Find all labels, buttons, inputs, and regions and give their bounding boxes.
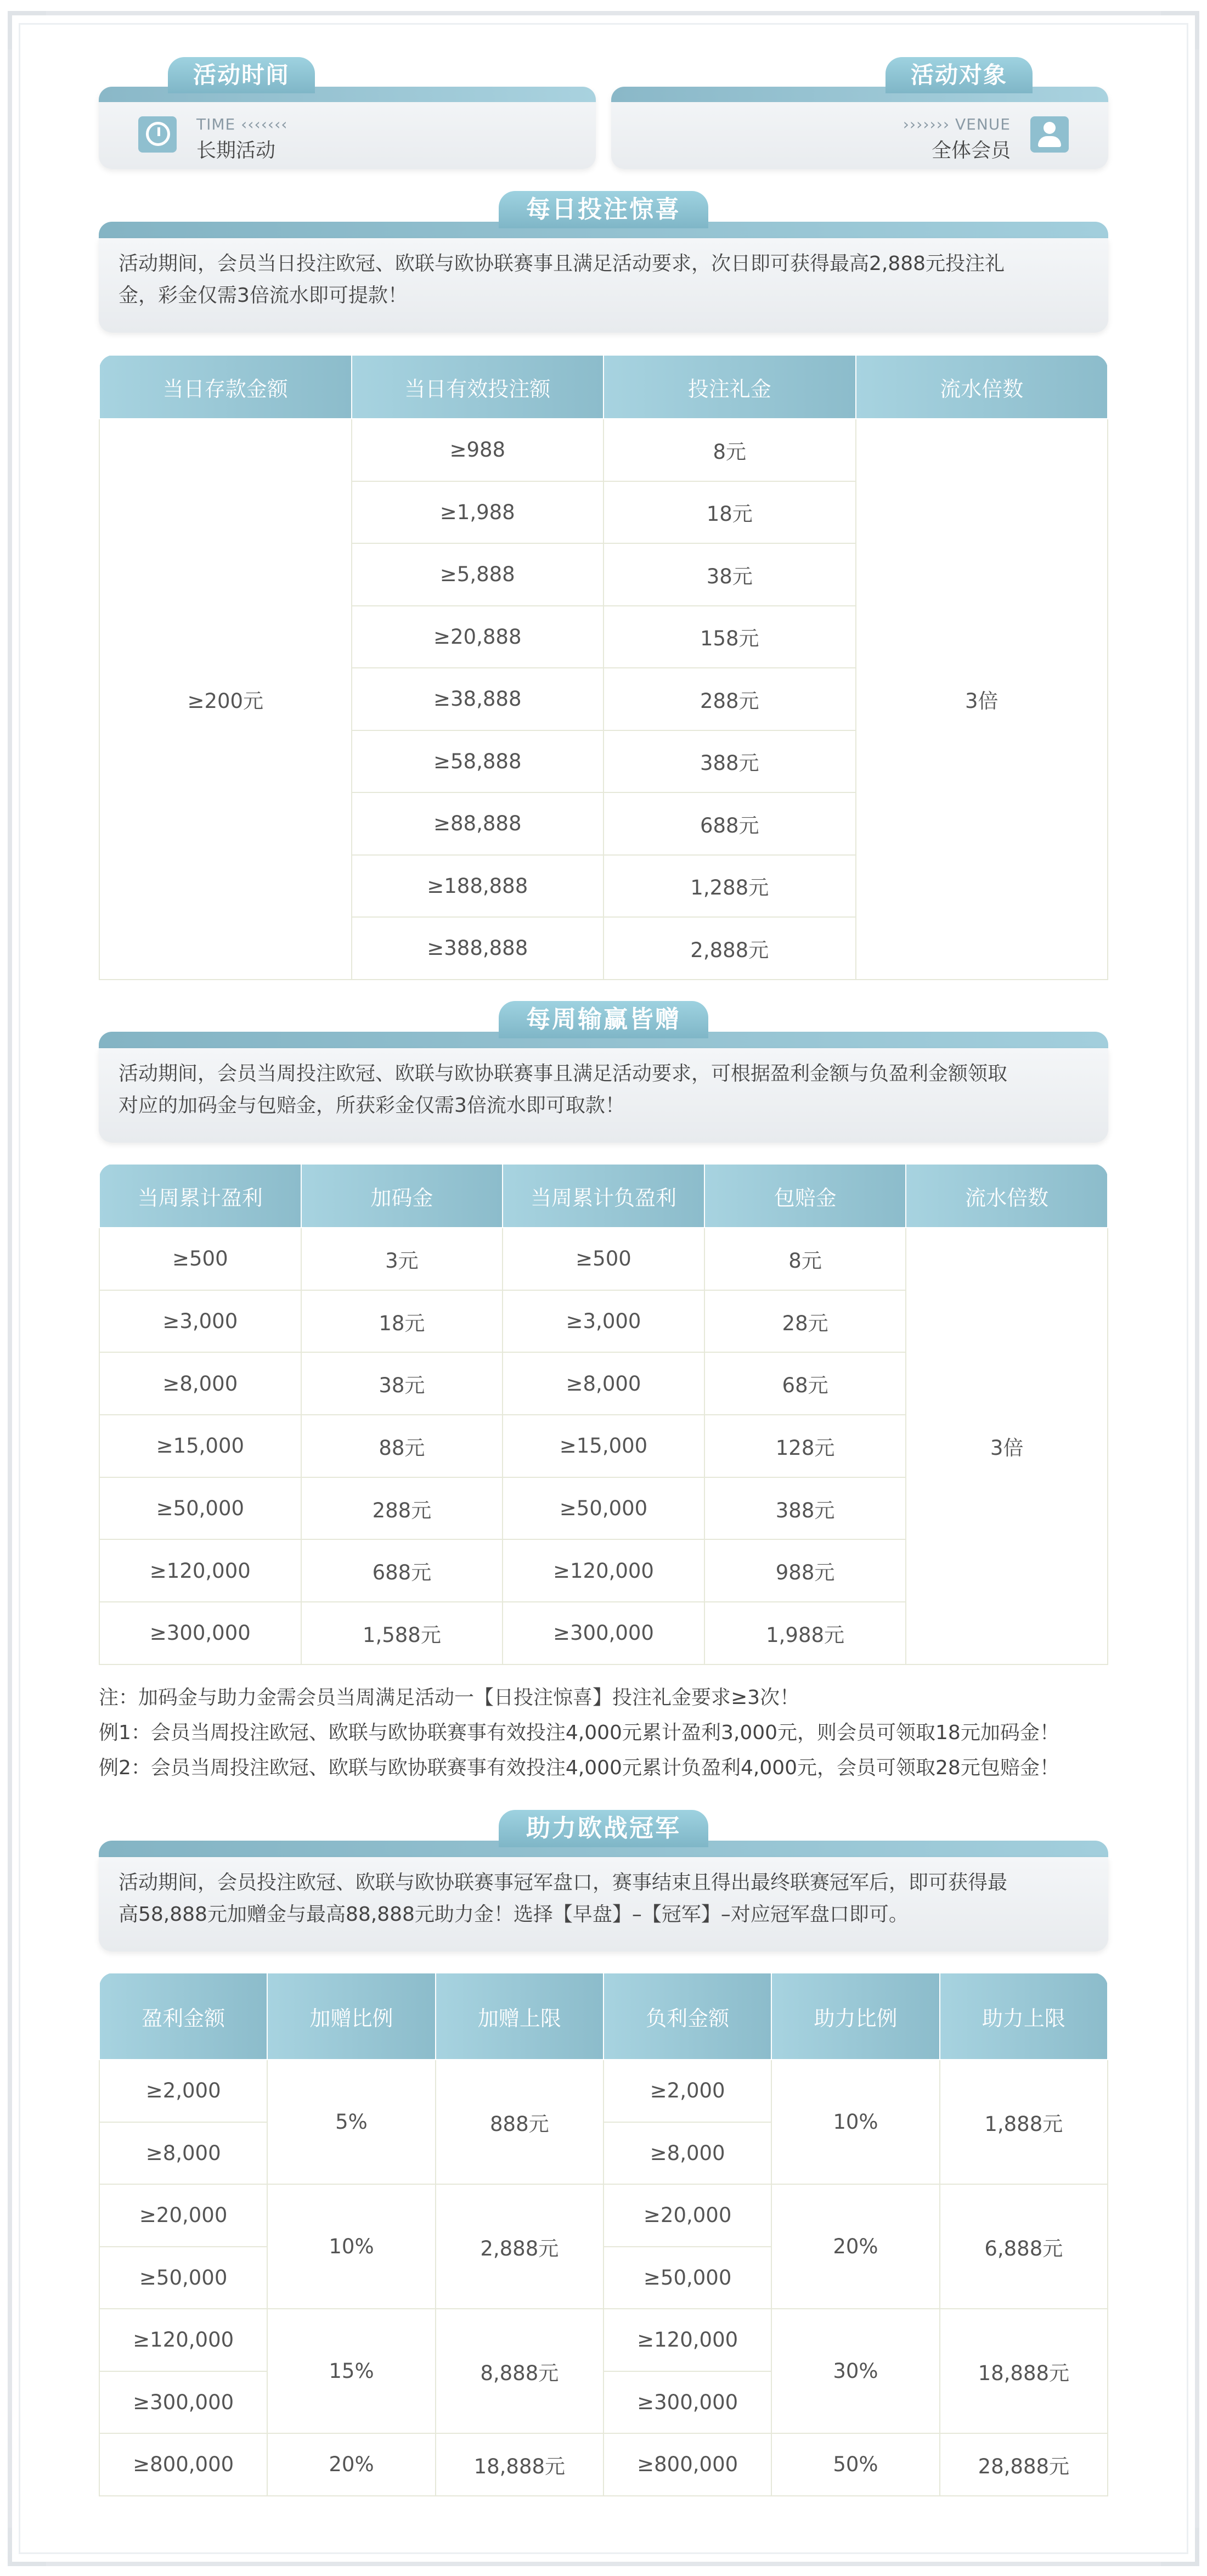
loss-cell: ≥800,000: [604, 2433, 771, 2496]
bonus-cell: 38元: [604, 543, 856, 606]
activity-time-card: [99, 87, 596, 169]
assist-ratio-cell: 30%: [771, 2309, 939, 2433]
table-header: 盈利金额: [99, 1973, 267, 2060]
table-cell: ≥3,000: [99, 1290, 301, 1353]
profit-cell: ≥2,000: [99, 2060, 267, 2122]
activity-target-card: [611, 87, 1108, 169]
note-line: 例1：会员当周投注欧冠、欧联与欧协联赛事有效投注4,000元累计盈利3,000元，则会员可领取18元加码金！: [99, 1722, 1059, 1744]
bet-amount-cell: ≥1,988: [352, 481, 604, 544]
table-row: [99, 2309, 1108, 2371]
clock-icon: [138, 116, 177, 153]
activity-time-title: 活动时间: [168, 57, 315, 93]
table-cell: 88元: [301, 1415, 503, 1477]
table-cell: 8元: [704, 1228, 906, 1290]
bonus-ratio-cell: 10%: [267, 2184, 435, 2309]
bonus-cap-cell: 888元: [436, 2060, 604, 2184]
bonus-ratio-cell: 20%: [267, 2433, 435, 2496]
section-desc-champion: 活动期间，会员投注欧冠、欧联与欧协联赛事冠军盘口，赛事结束且得出最终联赛冠军后，即可获得最 高58,888元加赠金与最高88,888元助力金！选择【早盘】–【冠军】–对应冠军盘口即可。: [99, 1857, 1108, 1951]
loss-cell: ≥120,000: [604, 2309, 771, 2371]
loss-cell: ≥20,000: [604, 2184, 771, 2247]
table-header: 流水倍数: [856, 355, 1108, 419]
bonus-ratio-cell: 5%: [267, 2060, 435, 2184]
table-cell: ≥15,000: [503, 1415, 704, 1477]
notes: [99, 1680, 1130, 1786]
deposit-cell: ≥200元: [99, 419, 352, 980]
time-en-label: TIME ‹‹‹‹‹‹‹: [196, 115, 288, 133]
bonus-cell: 18元: [604, 481, 856, 544]
table-cell: 28元: [704, 1290, 906, 1353]
table-header: 当日存款金额: [99, 355, 352, 419]
bonus-cell: 2,888元: [604, 917, 856, 980]
section-title-champion: 助力欧战冠军: [499, 1810, 708, 1847]
table-cell: ≥120,000: [503, 1539, 704, 1602]
profit-cell: ≥20,000: [99, 2184, 267, 2247]
table-header: 助力比例: [771, 1973, 939, 2060]
profit-cell: ≥300,000: [99, 2371, 267, 2434]
bonus-ratio-cell: 15%: [267, 2309, 435, 2433]
assist-cap-cell: 18,888元: [940, 2309, 1108, 2433]
table-header: 加赠比例: [267, 1973, 435, 2060]
table-cell: 1,988元: [704, 1602, 906, 1664]
table-header: 当周累计负盈利: [503, 1164, 704, 1228]
target-en-label: ››››››› VENUE: [903, 115, 1011, 133]
table-cell: 988元: [704, 1539, 906, 1602]
table-header: 加码金: [301, 1164, 503, 1228]
time-value: 长期活动: [196, 139, 276, 162]
section-title-weekly: 每周输赢皆赠: [499, 1001, 708, 1038]
weekly-table: [99, 1163, 1108, 1665]
table-cell: ≥8,000: [503, 1352, 704, 1415]
bet-amount-cell: ≥20,888: [352, 606, 604, 668]
table-cell: ≥300,000: [99, 1602, 301, 1664]
table-header: 流水倍数: [906, 1164, 1108, 1228]
section-desc-daily: 活动期间，会员当日投注欧冠、欧联与欧协联赛事且满足活动要求，次日即可获得最高2,888元投注礼 金，彩金仅需3倍流水即可提款！: [99, 238, 1108, 333]
table-cell: ≥50,000: [99, 1477, 301, 1540]
target-value: 全体会员: [931, 139, 1011, 162]
table-cell: ≥300,000: [503, 1602, 704, 1664]
daily-table: [99, 355, 1108, 980]
user-icon: [1030, 116, 1069, 153]
table-header: 负利金额: [604, 1973, 771, 2060]
bonus-cap-cell: 8,888元: [436, 2309, 604, 2433]
bet-amount-cell: ≥388,888: [352, 917, 604, 980]
frame-corner: [8, 2528, 46, 2566]
table-cell: ≥15,000: [99, 1415, 301, 1477]
table-row: [99, 2184, 1108, 2247]
bet-amount-cell: ≥988: [352, 419, 604, 481]
table-cell: 68元: [704, 1352, 906, 1415]
table-cell: 1,588元: [301, 1602, 503, 1664]
table-header: 当周累计盈利: [99, 1164, 301, 1228]
card-bar: [611, 87, 1108, 102]
table-cell: ≥3,000: [503, 1290, 704, 1353]
table-cell: 388元: [704, 1477, 906, 1540]
assist-ratio-cell: 10%: [771, 2060, 939, 2184]
note-line: 例2：会员当周投注欧冠、欧联与欧协联赛事有效投注4,000元累计负盈利4,000元，会员可领取28元包赔金！: [99, 1757, 1059, 1779]
table-cell: ≥8,000: [99, 1352, 301, 1415]
table-cell: 18元: [301, 1290, 503, 1353]
bonus-cell: 288元: [604, 668, 856, 730]
profit-cell: ≥8,000: [99, 2122, 267, 2185]
table-header: 当日有效投注额: [352, 355, 604, 419]
assist-ratio-cell: 20%: [771, 2184, 939, 2309]
table-cell: 688元: [301, 1539, 503, 1602]
frame-corner: [8, 11, 46, 49]
table-header: 加赠上限: [436, 1973, 604, 2060]
activity-target-title: 活动对象: [885, 57, 1033, 93]
bonus-cap-cell: 18,888元: [436, 2433, 604, 2496]
champion-table: [99, 1972, 1108, 2496]
multiplier-cell: 3倍: [856, 419, 1108, 980]
bet-amount-cell: ≥38,888: [352, 668, 604, 730]
multiplier-cell: 3倍: [906, 1228, 1108, 1664]
table-row: [99, 2433, 1108, 2496]
loss-cell: ≥8,000: [604, 2122, 771, 2185]
bonus-cell: 388元: [604, 730, 856, 793]
bonus-cell: 158元: [604, 606, 856, 668]
table-cell: ≥500: [503, 1228, 704, 1290]
bet-amount-cell: ≥88,888: [352, 792, 604, 855]
bet-amount-cell: ≥5,888: [352, 543, 604, 606]
assist-cap-cell: 28,888元: [940, 2433, 1108, 2496]
table-row: [99, 1228, 1108, 1290]
bonus-cell: 1,288元: [604, 855, 856, 918]
table-cell: ≥500: [99, 1228, 301, 1290]
bet-amount-cell: ≥58,888: [352, 730, 604, 793]
loss-cell: ≥300,000: [604, 2371, 771, 2434]
bonus-cap-cell: 2,888元: [436, 2184, 604, 2309]
table-cell: 128元: [704, 1415, 906, 1477]
note-line: 注：加码金与助力金需会员当周满足活动一【日投注惊喜】投注礼金要求≥3次！: [99, 1686, 800, 1709]
table-header: 包赔金: [704, 1164, 906, 1228]
section-desc-weekly: 活动期间，会员当周投注欧冠、欧联与欧协联赛事且满足活动要求，可根据盈利金额与负盈利金额领取 对应的加码金与包赔金，所获彩金仅需3倍流水即可取款！: [99, 1048, 1108, 1143]
bonus-cell: 688元: [604, 792, 856, 855]
assist-cap-cell: 1,888元: [940, 2060, 1108, 2184]
profit-cell: ≥800,000: [99, 2433, 267, 2496]
profit-cell: ≥120,000: [99, 2309, 267, 2371]
table-cell: ≥50,000: [503, 1477, 704, 1540]
frame-corner: [1161, 2528, 1199, 2566]
table-row: [99, 419, 1108, 481]
table-cell: 38元: [301, 1352, 503, 1415]
assist-ratio-cell: 50%: [771, 2433, 939, 2496]
table-row: [99, 2060, 1108, 2122]
bonus-cell: 8元: [604, 419, 856, 481]
profit-cell: ≥50,000: [99, 2247, 267, 2309]
table-cell: ≥120,000: [99, 1539, 301, 1602]
table-cell: 3元: [301, 1228, 503, 1290]
bet-amount-cell: ≥188,888: [352, 855, 604, 918]
frame-corner: [1161, 11, 1199, 49]
loss-cell: ≥2,000: [604, 2060, 771, 2122]
table-cell: 288元: [301, 1477, 503, 1540]
assist-cap-cell: 6,888元: [940, 2184, 1108, 2309]
loss-cell: ≥50,000: [604, 2247, 771, 2309]
section-title-daily: 每日投注惊喜: [499, 191, 708, 228]
table-header: 投注礼金: [604, 355, 856, 419]
table-header: 助力上限: [940, 1973, 1108, 2060]
